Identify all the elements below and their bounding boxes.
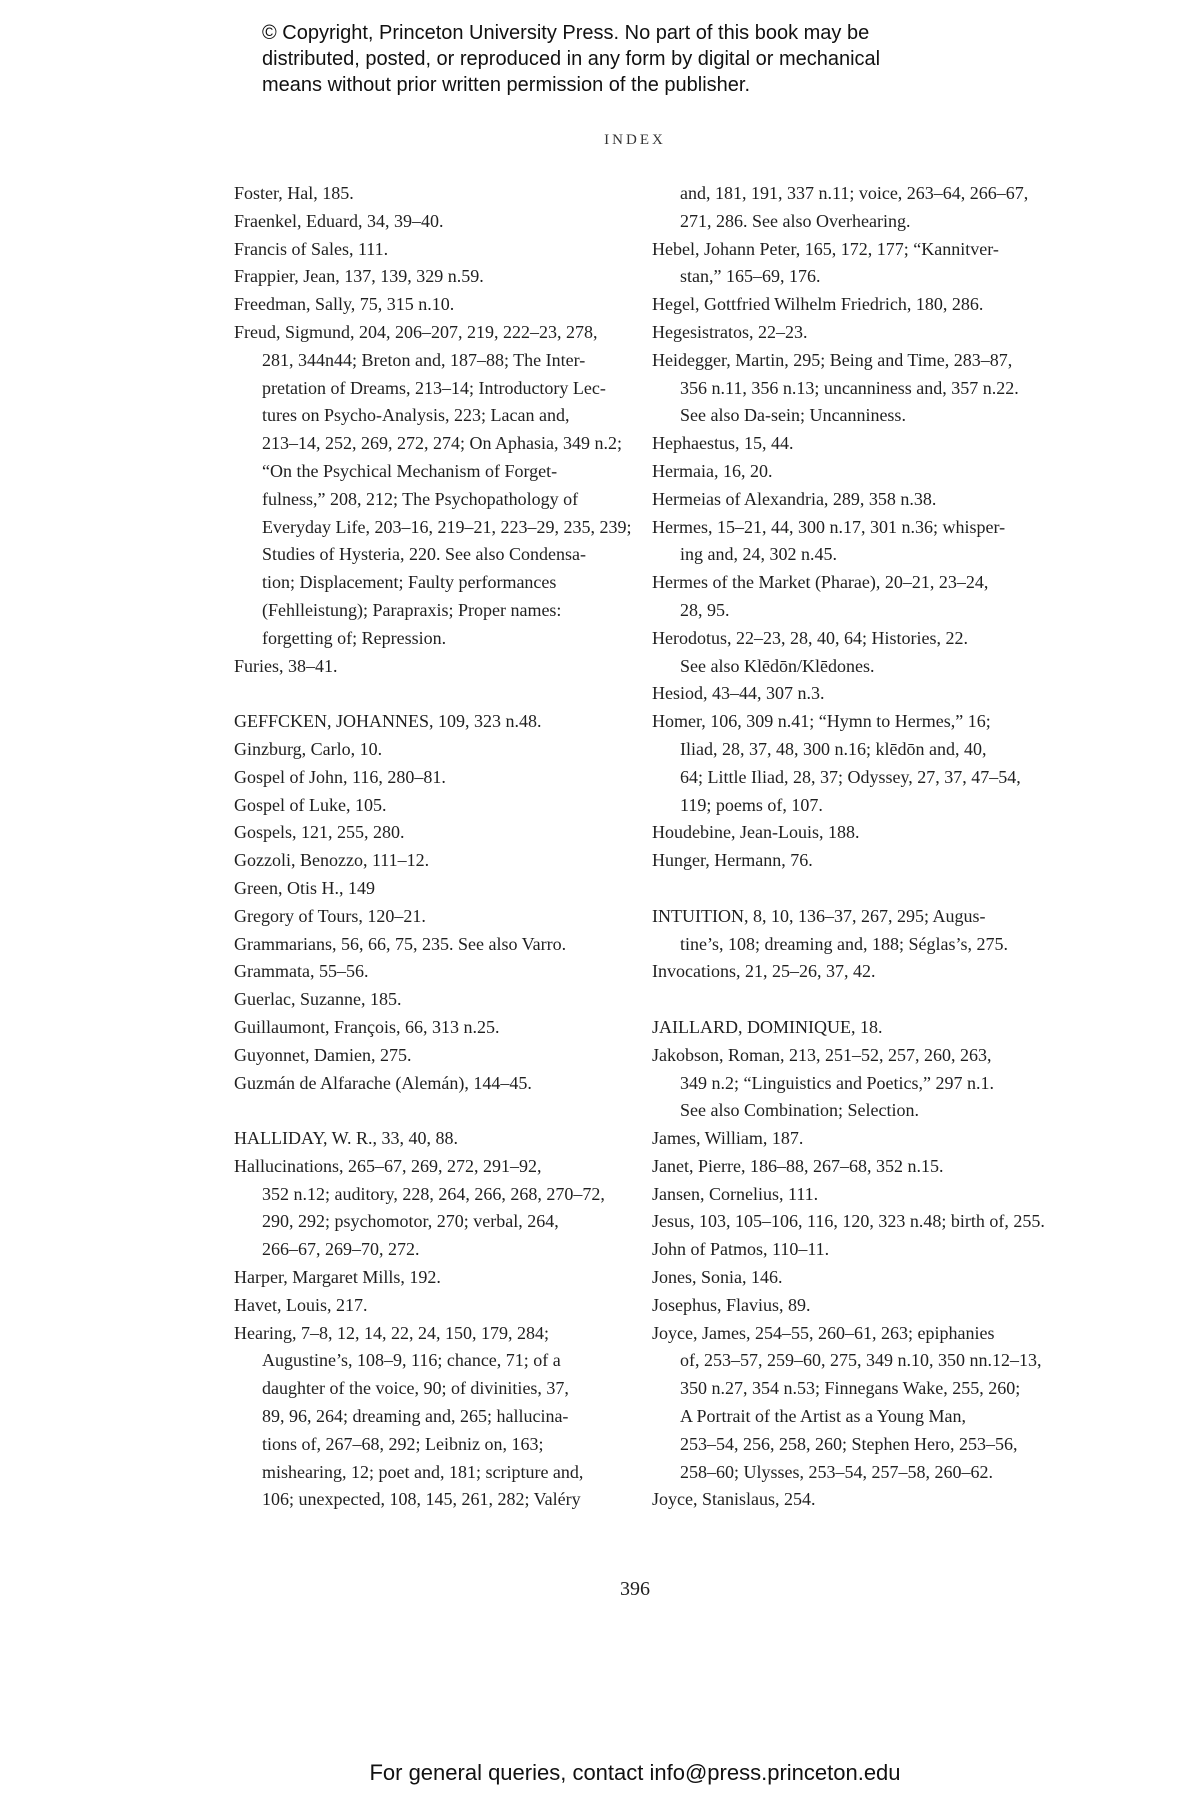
index-entry: Hebel, Johann Peter, 165, 172, 177; “Kannitver-	[652, 238, 999, 259]
copyright-line: distributed, posted, or reproduced in any form by digital or mechanical	[262, 48, 881, 70]
index-entry: Gospel of John, 116, 280–81.	[234, 766, 446, 787]
index-entry: Hegesistratos, 22–23.	[652, 321, 808, 342]
index-entry-continuation: “On the Psychical Mechanism of Forget-	[262, 460, 558, 481]
index-entry-continuation: 271, 286. See also Overhearing.	[680, 210, 911, 231]
index-entry-continuation: tine’s, 108; dreaming and, 188; Séglas’s, 275.	[680, 933, 1008, 954]
index-entry: Hermeias of Alexandria, 289, 358 n.38.	[652, 488, 937, 509]
index-entry-continuation: See also Da-sein; Uncanniness.	[680, 405, 906, 426]
index-entry-continuation: fulness,” 208, 212; The Psychopathology of	[262, 488, 579, 509]
index-entry: Houdebine, Jean-Louis, 188.	[652, 822, 860, 843]
index-entry: Freedman, Sally, 75, 315 n.10.	[234, 294, 455, 315]
index-entry-continuation: 106; unexpected, 108, 145, 261, 282; Valéry	[262, 1489, 581, 1510]
index-entry-continuation: 253–54, 256, 258, 260; Stephen Hero, 253–56,	[680, 1433, 1018, 1454]
index-entry: Hermaia, 16, 20.	[652, 460, 773, 481]
index-entry-continuation: 213–14, 252, 269, 272, 274; On Aphasia, 349 n.2;	[262, 433, 622, 454]
index-entry: Guzmán de Alfarache (Alemán), 144–45.	[234, 1072, 532, 1093]
index-entry: Gozzoli, Benozzo, 111–12.	[234, 850, 430, 871]
index-entry: Hegel, Gottfried Wilhelm Friedrich, 180, 286.	[652, 294, 984, 315]
index-column-right	[652, 180, 1062, 1514]
index-entry-continuation: 28, 95.	[680, 599, 730, 620]
index-entry-continuation: tions of, 267–68, 292; Leibniz on, 163;	[262, 1433, 544, 1454]
index-entry: Green, Otis H., 149	[234, 877, 375, 898]
index-entry: Grammata, 55–56.	[234, 961, 369, 982]
index-entry: James, William, 187.	[652, 1128, 804, 1149]
index-entry-continuation: 350 n.27, 354 n.53; Finnegans Wake, 255, 260;	[680, 1378, 1021, 1399]
index-entry-continuation: stan,” 165–69, 176.	[680, 266, 821, 287]
index-entry-continuation: Studies of Hysteria, 220. See also Condensa-	[262, 544, 586, 565]
index-entry-continuation: ing and, 24, 302 n.45.	[680, 544, 837, 565]
index-entry: Joyce, James, 254–55, 260–61, 263; epiphanies	[652, 1322, 995, 1343]
index-entry: Hermes, 15–21, 44, 300 n.17, 301 n.36; whisper-	[652, 516, 1006, 537]
letter-gap	[234, 680, 634, 708]
index-entry: Homer, 106, 309 n.41; “Hymn to Hermes,” 16;	[652, 711, 991, 732]
index-entry: Fraenkel, Eduard, 34, 39–40.	[234, 210, 444, 231]
page-number: 396	[620, 1578, 650, 1600]
index-entry-continuation: 258–60; Ulysses, 253–54, 257–58, 260–62.	[680, 1461, 994, 1482]
letter-gap	[652, 986, 1062, 1014]
index-entry-continuation: 119; poems of, 107.	[680, 794, 823, 815]
index-entry: Joyce, Stanislaus, 254.	[652, 1489, 816, 1510]
index-entry: Hunger, Hermann, 76.	[652, 850, 813, 871]
index-entry: Invocations, 21, 25–26, 37, 42.	[652, 961, 876, 982]
index-entry: Jakobson, Roman, 213, 251–52, 257, 260, 263,	[652, 1044, 992, 1065]
index-entry: Gospels, 121, 255, 280.	[234, 822, 405, 843]
index-entry-continuation: forgetting of; Repression.	[262, 627, 447, 648]
index-entry: Havet, Louis, 217.	[234, 1294, 368, 1315]
index-entry: Hermes of the Market (Pharae), 20–21, 23–24,	[652, 572, 989, 593]
running-head: INDEX	[604, 132, 666, 148]
index-entry: INTUITION, 8, 10, 136–37, 267, 295; Augus-	[652, 905, 986, 926]
index-entry: Gospel of Luke, 105.	[234, 794, 387, 815]
index-entry: Heidegger, Martin, 295; Being and Time, 283–87,	[652, 349, 1013, 370]
index-entry-continuation: Iliad, 28, 37, 48, 300 n.16; klēdōn and, 40,	[680, 738, 987, 759]
index-entry-continuation: 281, 344n44; Breton and, 187–88; The Inter-	[262, 349, 586, 370]
index-entry-continuation: A Portrait of the Artist as a Young Man,	[680, 1406, 966, 1427]
index-entry: Hephaestus, 15, 44.	[652, 433, 794, 454]
letter-gap	[234, 1097, 634, 1125]
index-entry: Guillaumont, François, 66, 313 n.25.	[234, 1016, 500, 1037]
index-entry: GEFFCKEN, JOHANNES, 109, 323 n.48.	[234, 711, 542, 732]
index-entry: Foster, Hal, 185.	[234, 183, 354, 203]
index-entry: Guerlac, Suzanne, 185.	[234, 989, 402, 1010]
index-entry: Herodotus, 22–23, 28, 40, 64; Histories, 22.	[652, 627, 968, 648]
index-entry-continuation: pretation of Dreams, 213–14; Introductory Lec-	[262, 377, 606, 398]
index-entry: John of Patmos, 110–11.	[652, 1239, 830, 1260]
index-column-left	[234, 180, 634, 1514]
index-entry: Josephus, Flavius, 89.	[652, 1294, 811, 1315]
index-entry-continuation: 356 n.11, 356 n.13; uncanniness and, 357 n.22.	[680, 377, 1019, 398]
index-entry: JAILLARD, DOMINIQUE, 18.	[652, 1016, 883, 1037]
copyright-line: © Copyright, Princeton University Press. No part of this book may be	[262, 22, 870, 44]
index-entry: Harper, Margaret Mills, 192.	[234, 1267, 441, 1288]
index-entry-continuation: 266–67, 269–70, 272.	[262, 1239, 420, 1260]
index-entry-continuation: 89, 96, 264; dreaming and, 265; hallucina-	[262, 1406, 569, 1427]
index-entry-continuation: Augustine’s, 108–9, 116; chance, 71; of a	[262, 1350, 561, 1371]
letter-gap	[652, 875, 1062, 903]
index-entry-continuation: See also Combination; Selection.	[680, 1100, 919, 1121]
index-entry-continuation: See also Klēdōn/Klēdones.	[680, 655, 875, 676]
copyright-line: means without prior written permission of the publisher.	[262, 74, 751, 96]
index-entry-continuation: 352 n.12; auditory, 228, 264, 266, 268, 270–72,	[262, 1183, 605, 1204]
index-entry: Freud, Sigmund, 204, 206–207, 219, 222–23, 278,	[234, 321, 598, 342]
index-entry: Hearing, 7–8, 12, 14, 22, 24, 150, 179, 284;	[234, 1322, 549, 1343]
index-entry: Gregory of Tours, 120–21.	[234, 905, 426, 926]
index-entry: Jansen, Cornelius, 111.	[652, 1183, 819, 1204]
index-entry: Janet, Pierre, 186–88, 267–68, 352 n.15.	[652, 1155, 944, 1176]
index-entry: Hallucinations, 265–67, 269, 272, 291–92,	[234, 1155, 542, 1176]
index-entry-continuation: (Fehlleistung); Parapraxis; Proper names:	[262, 599, 562, 620]
index-entry-continuation: 349 n.2; “Linguistics and Poetics,” 297 n.1.	[680, 1072, 994, 1093]
index-entry-continuation: 64; Little Iliad, 28, 37; Odyssey, 27, 37, 47–54,	[680, 766, 1021, 787]
index-entry: Jones, Sonia, 146.	[652, 1267, 783, 1288]
index-entry-continuation: and, 181, 191, 337 n.11; voice, 263–64, 266–67,	[680, 183, 1029, 203]
index-entry-continuation: mishearing, 12; poet and, 181; scripture and,	[262, 1461, 584, 1482]
index-entry: Jesus, 103, 105–106, 116, 120, 323 n.48; birth of, 255.	[652, 1211, 1045, 1232]
index-entry: Hesiod, 43–44, 307 n.3.	[652, 683, 825, 704]
index-entry-continuation: Everyday Life, 203–16, 219–21, 223–29, 235, 239;	[262, 516, 632, 537]
index-entry-continuation: 290, 292; psychomotor, 270; verbal, 264,	[262, 1211, 559, 1232]
index-entry: Guyonnet, Damien, 275.	[234, 1044, 412, 1065]
index-entry-continuation: tures on Psycho-Analysis, 223; Lacan and,	[262, 405, 570, 426]
index-entry: Ginzburg, Carlo, 10.	[234, 738, 383, 759]
index-entry-continuation: tion; Displacement; Faulty performances	[262, 572, 557, 593]
index-entry: Francis of Sales, 111.	[234, 238, 389, 259]
index-entry: Frappier, Jean, 137, 139, 329 n.59.	[234, 266, 484, 287]
footer-contact: For general queries, contact info@press.princeton.edu	[369, 1760, 901, 1785]
copyright-notice	[262, 20, 1022, 98]
index-entry: HALLIDAY, W. R., 33, 40, 88.	[234, 1128, 459, 1149]
index-entry-continuation: of, 253–57, 259–60, 275, 349 n.10, 350 nn.12–13,	[680, 1350, 1042, 1371]
index-entry: Grammarians, 56, 66, 75, 235. See also Varro.	[234, 933, 567, 954]
index-entry-continuation: daughter of the voice, 90; of divinities, 37,	[262, 1378, 569, 1399]
index-entry: Furies, 38–41.	[234, 655, 338, 676]
